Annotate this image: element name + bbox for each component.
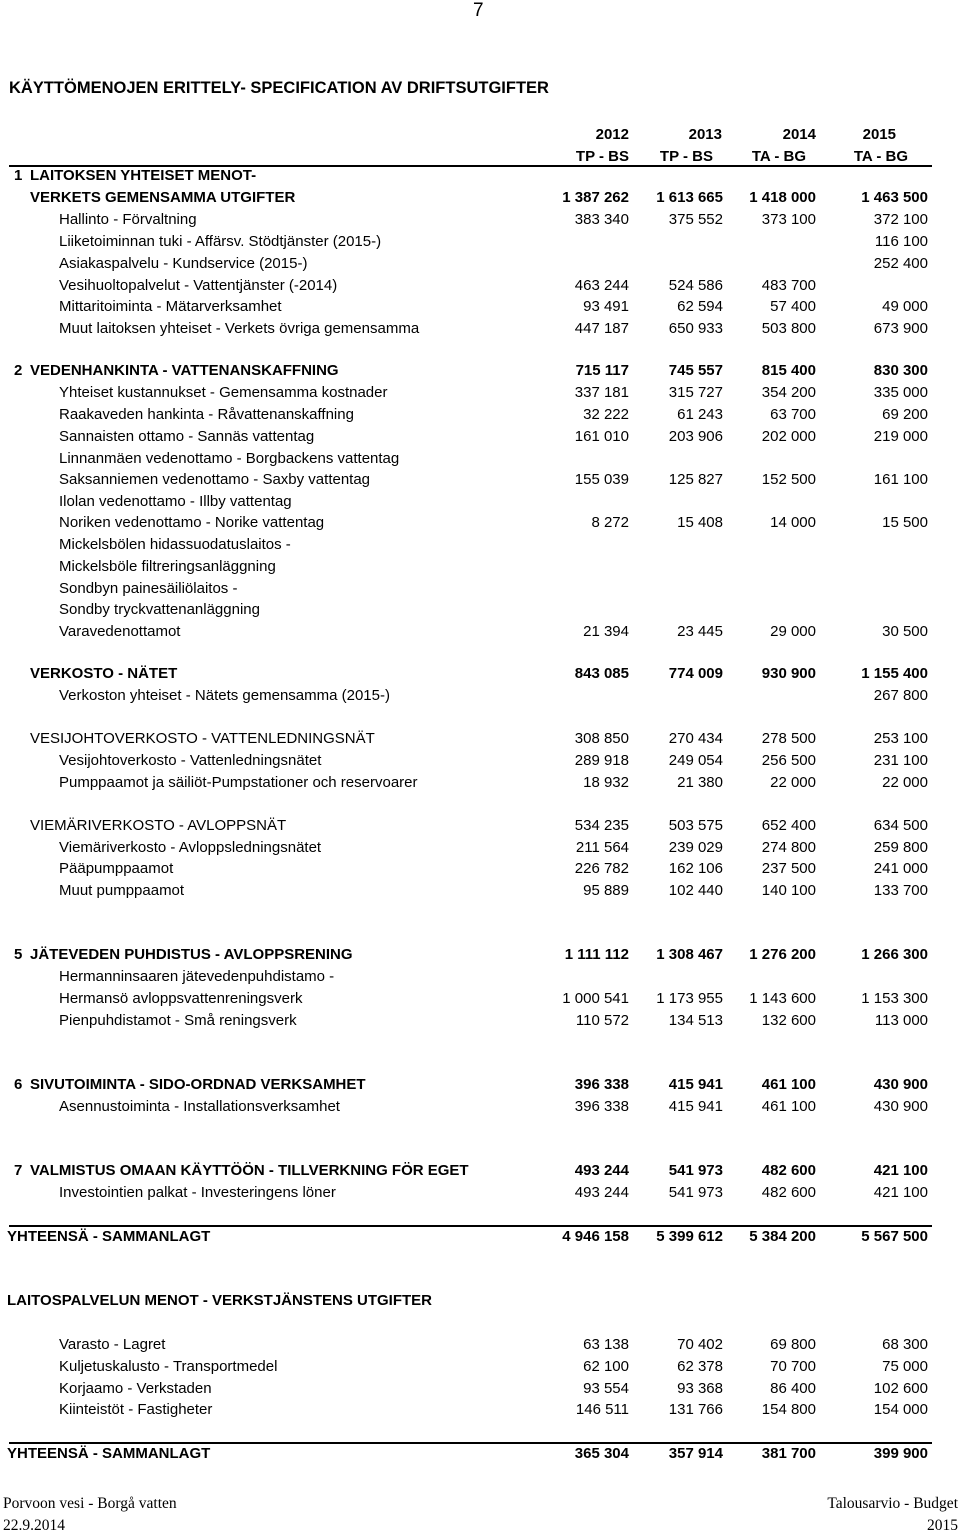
row-label: Sannaisten ottamo - Sannäs vattentag xyxy=(59,428,315,445)
cell-2012: 534 235 xyxy=(574,817,629,834)
row-label: Saksanniemen vedenottamo - Saxby vattentag xyxy=(59,471,371,488)
table-row xyxy=(0,1228,960,1250)
row-label: LAITOSPALVELUN MENOT - VERKSTJÄNSTENS UTGIFTER xyxy=(7,1292,433,1309)
row-label: Asiakaspalvelu - Kundservice (2015-) xyxy=(59,255,308,272)
row-label: Hermansö avloppsvattenreningsverk xyxy=(59,990,303,1007)
cell-2014: 152 500 xyxy=(761,471,816,488)
cell-2015: 69 200 xyxy=(882,406,928,423)
year-header: 2015 xyxy=(862,126,896,143)
table-row xyxy=(0,1358,960,1380)
table-row xyxy=(0,882,960,904)
table-row xyxy=(0,990,960,1012)
row-label: Investointien palkat - Investeringens löner xyxy=(59,1184,336,1201)
footer-date: 22.9.2014 xyxy=(3,1517,65,1534)
cell-2013: 23 445 xyxy=(677,623,723,640)
cell-2013: 162 106 xyxy=(668,860,723,877)
cell-2012: 308 850 xyxy=(574,730,629,747)
cell-2014: 381 700 xyxy=(761,1445,816,1462)
table-row xyxy=(0,471,960,493)
cell-2014: 930 900 xyxy=(761,665,816,682)
cell-2012: 843 085 xyxy=(574,665,629,682)
table-row xyxy=(0,774,960,796)
section-number: 1 xyxy=(14,167,23,184)
type-header: TP - BS xyxy=(575,148,629,165)
row-label: VALMISTUS OMAAN KÄYTTÖÖN - TILLVERKNING FÖR EGET xyxy=(30,1162,469,1179)
cell-2013: 1 613 665 xyxy=(656,189,723,206)
table-row xyxy=(0,558,960,580)
cell-2013: 21 380 xyxy=(677,774,723,791)
cell-2015: 116 100 xyxy=(874,233,928,250)
cell-2013: 650 933 xyxy=(668,320,723,337)
table-row xyxy=(0,1076,960,1098)
table-row xyxy=(0,233,960,255)
total-rule xyxy=(9,1225,932,1227)
table-row xyxy=(0,1098,960,1120)
cell-2013: 93 368 xyxy=(677,1380,723,1397)
row-label: LAITOKSEN YHTEISET MENOT- xyxy=(30,167,257,184)
cell-2012: 493 244 xyxy=(574,1184,629,1201)
section-number: 2 xyxy=(14,362,23,379)
cell-2012: 18 932 xyxy=(583,774,629,791)
cell-2015: 372 100 xyxy=(873,211,928,228)
cell-2015: 259 800 xyxy=(873,839,928,856)
cell-2013: 315 727 xyxy=(668,384,723,401)
cell-2012: 715 117 xyxy=(575,362,629,379)
cell-2014: 278 500 xyxy=(761,730,816,747)
row-label: Mickelsbölen hidassuodatuslaitos - xyxy=(59,536,291,553)
cell-2012: 383 340 xyxy=(574,211,629,228)
table-row xyxy=(0,839,960,861)
cell-2013: 131 766 xyxy=(668,1401,723,1418)
cell-2015: 102 600 xyxy=(873,1380,928,1397)
cell-2013: 415 941 xyxy=(668,1098,723,1115)
cell-2012: 95 889 xyxy=(583,882,629,899)
row-label: Mickelsböle filtreringsanläggning xyxy=(59,558,276,575)
cell-2015: 5 567 500 xyxy=(861,1228,928,1245)
cell-2015: 421 100 xyxy=(873,1162,928,1179)
cell-2015: 430 900 xyxy=(873,1098,928,1115)
table-row xyxy=(0,167,960,189)
cell-2013: 541 973 xyxy=(668,1184,723,1201)
cell-2013: 524 586 xyxy=(668,277,723,294)
cell-2013: 239 029 xyxy=(668,839,723,856)
table-row xyxy=(0,298,960,320)
footer-document-title: Talousarvio - Budget xyxy=(827,1495,958,1512)
cell-2015: 830 300 xyxy=(873,362,928,379)
row-label: Korjaamo - Verkstaden xyxy=(59,1380,212,1397)
row-label: VERKOSTO - NÄTET xyxy=(30,665,178,682)
cell-2012: 93 554 xyxy=(583,1380,629,1397)
table-row xyxy=(0,406,960,428)
cell-2015: 253 100 xyxy=(873,730,928,747)
cell-2014: 14 000 xyxy=(770,514,816,531)
row-label: Raakaveden hankinta - Råvattenanskaffning xyxy=(59,406,354,423)
cell-2014: 132 600 xyxy=(761,1012,816,1029)
type-header: TP - BS xyxy=(659,148,713,165)
cell-2015: 133 700 xyxy=(873,882,928,899)
cell-2014: 652 400 xyxy=(761,817,816,834)
cell-2013: 62 594 xyxy=(677,298,723,315)
cell-2013: 415 941 xyxy=(668,1076,723,1093)
row-label: Asennustoiminta - Installationsverksamhet xyxy=(59,1098,340,1115)
cell-2015: 241 000 xyxy=(873,860,928,877)
cell-2015: 154 000 xyxy=(873,1401,928,1418)
table-row xyxy=(0,493,960,515)
cell-2014: 274 800 xyxy=(761,839,816,856)
cell-2012: 4 946 158 xyxy=(562,1228,629,1245)
table-row xyxy=(0,1162,960,1184)
row-label: Hallinto - Förvaltning xyxy=(59,211,197,228)
table-row xyxy=(0,1184,960,1206)
cell-2014: 373 100 xyxy=(761,211,816,228)
cell-2015: 49 000 xyxy=(882,298,928,315)
table-row xyxy=(0,189,960,211)
cell-2014: 237 500 xyxy=(761,860,816,877)
cell-2012: 161 010 xyxy=(574,428,629,445)
table-row xyxy=(0,623,960,645)
cell-2014: 5 384 200 xyxy=(749,1228,816,1245)
cell-2015: 421 100 xyxy=(873,1184,928,1201)
cell-2012: 63 138 xyxy=(583,1336,629,1353)
row-label: Kiinteistöt - Fastigheter xyxy=(59,1401,213,1418)
cell-2014: 57 400 xyxy=(770,298,816,315)
row-label: Mittaritoiminta - Mätarverksamhet xyxy=(59,298,282,315)
row-label: Verkoston yhteiset - Nätets gemensamma (2015-) xyxy=(59,687,390,704)
cell-2013: 15 408 xyxy=(677,514,723,531)
cell-2014: 1 143 600 xyxy=(749,990,816,1007)
cell-2014: 482 600 xyxy=(761,1162,816,1179)
cell-2014: 461 100 xyxy=(761,1076,816,1093)
cell-2015: 231 100 xyxy=(873,752,928,769)
cell-2014: 140 100 xyxy=(761,882,816,899)
table-row xyxy=(0,687,960,709)
year-header: 2013 xyxy=(688,126,722,143)
row-label: JÄTEVEDEN PUHDISTUS - AVLOPPSRENING xyxy=(30,946,353,963)
cell-2015: 267 800 xyxy=(873,687,928,704)
cell-2015: 1 153 300 xyxy=(861,990,928,1007)
row-label: VEDENHANKINTA - VATTENANSKAFFNING xyxy=(30,362,339,379)
cell-2012: 1 111 112 xyxy=(564,946,629,963)
table-row xyxy=(0,1292,960,1314)
cell-2015: 252 400 xyxy=(873,255,928,272)
cell-2013: 134 513 xyxy=(668,1012,723,1029)
cell-2014: 1 276 200 xyxy=(749,946,816,963)
cell-2015: 22 000 xyxy=(882,774,928,791)
cell-2015: 430 900 xyxy=(873,1076,928,1093)
cell-2014: 202 000 xyxy=(761,428,816,445)
table-row xyxy=(0,514,960,536)
cell-2012: 146 511 xyxy=(575,1401,629,1418)
cell-2012: 8 272 xyxy=(591,514,629,531)
cell-2014: 815 400 xyxy=(761,362,816,379)
table-row xyxy=(0,860,960,882)
cell-2013: 249 054 xyxy=(668,752,723,769)
row-label: Sondbyn painesäiliölaitos - xyxy=(59,580,238,597)
cell-2014: 482 600 xyxy=(761,1184,816,1201)
table-row xyxy=(0,450,960,472)
row-label: Varavedenottamot xyxy=(59,623,181,640)
cell-2015: 1 266 300 xyxy=(861,946,928,963)
table-row xyxy=(0,968,960,990)
cell-2012: 211 564 xyxy=(575,839,629,856)
year-header: 2012 xyxy=(595,126,629,143)
cell-2013: 270 434 xyxy=(668,730,723,747)
cell-2014: 483 700 xyxy=(761,277,816,294)
cell-2013: 125 827 xyxy=(668,471,723,488)
section-number: 7 xyxy=(14,1162,23,1179)
table-row xyxy=(0,536,960,558)
cell-2014: 29 000 xyxy=(770,623,816,640)
cell-2013: 1 308 467 xyxy=(656,946,723,963)
row-label: VIEMÄRIVERKOSTO - AVLOPPSNÄT xyxy=(30,817,287,834)
cell-2015: 219 000 xyxy=(873,428,928,445)
row-label: Vesihuoltopalvelut - Vattentjänster (-2014) xyxy=(59,277,338,294)
cell-2012: 62 100 xyxy=(583,1358,629,1375)
cell-2012: 21 394 xyxy=(583,623,629,640)
cell-2013: 1 173 955 xyxy=(656,990,723,1007)
cell-2014: 70 700 xyxy=(770,1358,816,1375)
row-label: Noriken vedenottamo - Norike vattentag xyxy=(59,514,325,531)
table-row xyxy=(0,1401,960,1423)
cell-2015: 335 000 xyxy=(873,384,928,401)
cell-2012: 493 244 xyxy=(574,1162,629,1179)
page-title: KÄYTTÖMENOJEN ERITTELY- SPECIFICATION AV DRIFTSUTGIFTER xyxy=(9,79,549,97)
cell-2014: 461 100 xyxy=(761,1098,816,1115)
cell-2014: 354 200 xyxy=(761,384,816,401)
cell-2015: 634 500 xyxy=(873,817,928,834)
section-number: 5 xyxy=(14,946,23,963)
table-row xyxy=(0,730,960,752)
cell-2012: 226 782 xyxy=(574,860,629,877)
table-row xyxy=(0,946,960,968)
cell-2014: 86 400 xyxy=(770,1380,816,1397)
cell-2012: 1 000 541 xyxy=(562,990,629,1007)
cell-2012: 365 304 xyxy=(574,1445,629,1462)
row-label: Ilolan vedenottamo - Illby vattentag xyxy=(59,493,292,510)
cell-2015: 15 500 xyxy=(882,514,928,531)
footer-year: 2015 xyxy=(927,1517,958,1534)
cell-2013: 62 378 xyxy=(677,1358,723,1375)
cell-2013: 102 440 xyxy=(668,882,723,899)
row-label: YHTEENSÄ - SAMMANLAGT xyxy=(7,1445,211,1462)
row-label: Sondby tryckvattenanläggning xyxy=(59,601,260,618)
row-label: Pumppaamot ja säiliöt-Pumpstationer och reservoarer xyxy=(59,774,418,791)
cell-2014: 69 800 xyxy=(770,1336,816,1353)
cell-2012: 1 387 262 xyxy=(562,189,629,206)
cell-2015: 1 463 500 xyxy=(861,189,928,206)
cell-2013: 5 399 612 xyxy=(656,1228,723,1245)
cell-2014: 154 800 xyxy=(761,1401,816,1418)
cell-2013: 357 914 xyxy=(668,1445,723,1462)
cell-2013: 503 575 xyxy=(668,817,723,834)
cell-2012: 155 039 xyxy=(574,471,629,488)
row-label: Viemäriverkosto - Avloppsledningsnätet xyxy=(59,839,322,856)
cell-2012: 337 181 xyxy=(574,384,629,401)
cell-2015: 75 000 xyxy=(882,1358,928,1375)
row-label: Vesijohtoverkosto - Vattenledningsnätet xyxy=(59,752,322,769)
table-row xyxy=(0,1445,960,1467)
section-number: 6 xyxy=(14,1076,23,1093)
table-row xyxy=(0,428,960,450)
table-row xyxy=(0,1012,960,1034)
table-row xyxy=(0,1336,960,1358)
cell-2012: 289 918 xyxy=(574,752,629,769)
row-label: Pääpumppaamot xyxy=(59,860,174,877)
cell-2014: 503 800 xyxy=(761,320,816,337)
cell-2012: 396 338 xyxy=(574,1098,629,1115)
table-row xyxy=(0,817,960,839)
cell-2013: 203 906 xyxy=(668,428,723,445)
row-label: Liiketoiminnan tuki - Affärsv. Stödtjänster (2015-) xyxy=(59,233,382,250)
cell-2015: 68 300 xyxy=(882,1336,928,1353)
cell-2015: 113 000 xyxy=(874,1012,928,1029)
cell-2013: 61 243 xyxy=(677,406,723,423)
table-row xyxy=(0,320,960,342)
cell-2015: 673 900 xyxy=(873,320,928,337)
year-header: 2014 xyxy=(782,126,816,143)
cell-2014: 1 418 000 xyxy=(749,189,816,206)
cell-2015: 1 155 400 xyxy=(861,665,928,682)
row-label: Linnanmäen vedenottamo - Borgbackens vattentag xyxy=(59,450,400,467)
cell-2015: 161 100 xyxy=(873,471,928,488)
cell-2012: 110 572 xyxy=(575,1012,629,1029)
cell-2013: 774 009 xyxy=(668,665,723,682)
table-row xyxy=(0,752,960,774)
row-label: Varasto - Lagret xyxy=(59,1336,166,1353)
table-row xyxy=(0,255,960,277)
cell-2013: 375 552 xyxy=(668,211,723,228)
row-label: Pienpuhdistamot - Små reningsverk xyxy=(59,1012,297,1029)
cell-2012: 463 244 xyxy=(574,277,629,294)
table-row xyxy=(0,1380,960,1402)
row-label: Hermanninsaaren jätevedenpuhdistamo - xyxy=(59,968,335,985)
type-header: TA - BG xyxy=(853,148,908,165)
row-label: SIVUTOIMINTA - SIDO-ORDNAD VERKSAMHET xyxy=(30,1076,366,1093)
row-label: Kuljetuskalusto - Transportmedel xyxy=(59,1358,278,1375)
footer-organization: Porvoon vesi - Borgå vatten xyxy=(3,1495,177,1512)
table-row xyxy=(0,362,960,384)
cell-2012: 396 338 xyxy=(574,1076,629,1093)
total-rule xyxy=(9,1442,932,1444)
cell-2014: 256 500 xyxy=(761,752,816,769)
cell-2012: 32 222 xyxy=(583,406,629,423)
type-header: TA - BG xyxy=(751,148,806,165)
table-row xyxy=(0,277,960,299)
page-number: 7 xyxy=(473,0,484,21)
cell-2015: 30 500 xyxy=(882,623,928,640)
cell-2013: 70 402 xyxy=(677,1336,723,1353)
row-label: Muut laitoksen yhteiset - Verkets övriga gemensamma xyxy=(59,320,420,337)
cell-2014: 22 000 xyxy=(770,774,816,791)
table-row xyxy=(0,665,960,687)
row-label: VERKETS GEMENSAMMA UTGIFTER xyxy=(30,189,296,206)
table-row xyxy=(0,211,960,233)
cell-2013: 541 973 xyxy=(668,1162,723,1179)
table-row xyxy=(0,601,960,623)
cell-2012: 447 187 xyxy=(574,320,629,337)
cell-2012: 93 491 xyxy=(583,298,629,315)
row-label: Yhteiset kustannukset - Gemensamma kostnader xyxy=(59,384,388,401)
table-row xyxy=(0,580,960,602)
row-label: VESIJOHTOVERKOSTO - VATTENLEDNINGSNÄT xyxy=(30,730,375,747)
table-row xyxy=(0,384,960,406)
row-label: Muut pumppaamot xyxy=(59,882,185,899)
cell-2014: 63 700 xyxy=(770,406,816,423)
row-label: YHTEENSÄ - SAMMANLAGT xyxy=(7,1228,211,1245)
cell-2015: 399 900 xyxy=(873,1445,928,1462)
cell-2013: 745 557 xyxy=(668,362,723,379)
